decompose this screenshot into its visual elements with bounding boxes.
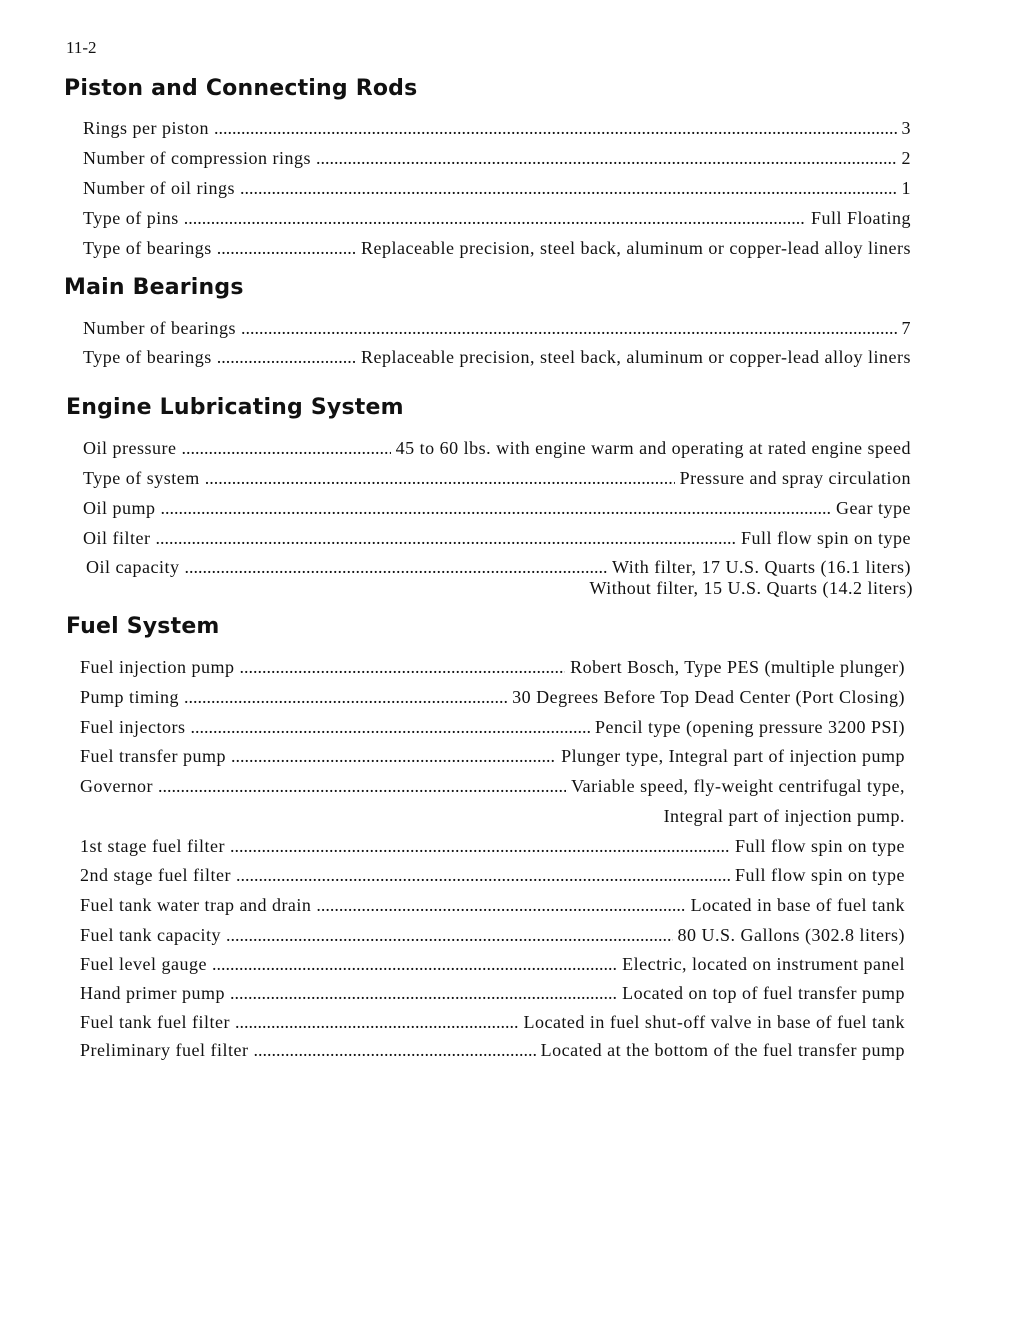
page-number: 11-2 xyxy=(66,38,97,57)
section-title-lubrication: Engine Lubricating System xyxy=(66,395,404,420)
dot-leader xyxy=(161,498,832,519)
spec-label: Type of system xyxy=(83,468,200,488)
dot-leader xyxy=(239,657,565,678)
section-title-fuel: Fuel System xyxy=(66,614,220,639)
spec-value: 1 xyxy=(901,178,911,198)
spec-row xyxy=(80,746,905,772)
spec-label: Oil pressure xyxy=(83,438,177,458)
dot-leader xyxy=(184,557,607,578)
spec-row xyxy=(80,865,905,891)
spec-row xyxy=(80,954,905,980)
spec-row xyxy=(80,776,905,802)
dot-leader xyxy=(230,983,617,1004)
spec-row xyxy=(80,1012,905,1038)
spec-value: 80 U.S. Gallons (302.8 liters) xyxy=(677,925,905,945)
spec-row xyxy=(83,528,911,554)
dot-leader xyxy=(158,776,566,797)
spec-value-continuation: Integral part of injection pump. xyxy=(663,806,905,826)
dot-leader xyxy=(226,925,673,946)
spec-label: 2nd stage fuel filter xyxy=(80,865,231,885)
dot-leader xyxy=(236,865,730,886)
spec-label: Fuel level gauge xyxy=(80,954,207,974)
spec-label: Number of oil rings xyxy=(83,178,235,198)
spec-row xyxy=(80,925,905,951)
spec-row xyxy=(83,438,911,464)
dot-leader xyxy=(205,468,675,489)
spec-value: Gear type xyxy=(836,498,911,518)
spec-value: 30 Degrees Before Top Dead Center (Port Closing) xyxy=(512,687,905,707)
spec-value: 2 xyxy=(901,148,911,168)
spec-label: 1st stage fuel filter xyxy=(80,836,225,856)
dot-leader xyxy=(235,1012,518,1033)
spec-row xyxy=(80,717,905,743)
spec-row xyxy=(83,347,911,373)
spec-value: Full flow spin on type xyxy=(740,528,911,548)
dot-leader xyxy=(181,438,390,459)
dot-leader xyxy=(230,836,730,857)
spec-label: Oil capacity xyxy=(86,557,180,577)
dot-leader xyxy=(184,687,507,708)
spec-row xyxy=(83,238,911,264)
dot-leader xyxy=(316,148,897,169)
spec-value: Full Floating xyxy=(810,208,911,228)
spec-row xyxy=(83,208,911,234)
spec-label: Governor xyxy=(80,776,153,796)
spec-value: Located at the bottom of the fuel transfer pump xyxy=(540,1040,905,1060)
spec-value: Electric, located on instrument panel xyxy=(622,954,905,974)
section-title-main-bearings: Main Bearings xyxy=(64,275,244,300)
spec-value: Full flow spin on type xyxy=(734,836,905,856)
spec-value: Replaceable precision, steel back, aluminum or copper-lead alloy liners xyxy=(361,347,911,367)
spec-label: Preliminary fuel filter xyxy=(80,1040,249,1060)
spec-row xyxy=(83,498,911,524)
spec-row xyxy=(80,836,905,862)
spec-row xyxy=(83,148,911,174)
spec-row xyxy=(80,1040,905,1066)
spec-label: Fuel tank fuel filter xyxy=(80,1012,230,1032)
spec-label: Pump timing xyxy=(80,687,180,707)
spec-label: Type of bearings xyxy=(83,347,212,367)
spec-label: Number of bearings xyxy=(83,318,236,338)
dot-leader xyxy=(155,528,736,549)
dot-leader xyxy=(241,318,897,339)
spec-label: Rings per piston xyxy=(83,118,210,138)
spec-label: Hand primer pump xyxy=(80,983,225,1003)
spec-label: Fuel injectors xyxy=(80,717,186,737)
spec-row xyxy=(83,318,911,344)
spec-row xyxy=(83,468,911,494)
dot-leader xyxy=(240,178,897,199)
spec-label: Fuel injection pump xyxy=(80,657,235,677)
spec-label: Number of compression rings xyxy=(83,148,311,168)
spec-label: Oil filter xyxy=(83,528,151,548)
dot-leader xyxy=(217,238,356,259)
dot-leader xyxy=(231,746,556,767)
spec-value: Located on top of fuel transfer pump xyxy=(622,983,905,1003)
section-title-piston: Piston and Connecting Rods xyxy=(64,76,418,101)
spec-label: Oil pump xyxy=(83,498,156,518)
dot-leader xyxy=(316,895,685,916)
spec-value: Robert Bosch, Type PES (multiple plunger) xyxy=(570,657,905,677)
spec-row xyxy=(83,118,911,144)
spec-value: Plunger type, Integral part of injection pump xyxy=(561,746,905,766)
spec-label: Type of pins xyxy=(83,208,179,228)
spec-value: Located in fuel shut-off valve in base of fuel tank xyxy=(523,1012,905,1032)
spec-label: Fuel transfer pump xyxy=(80,746,226,766)
spec-value: Pressure and spray circulation xyxy=(679,468,911,488)
spec-value: 3 xyxy=(901,118,911,138)
spec-row xyxy=(80,657,905,683)
dot-leader xyxy=(190,717,590,738)
spec-row xyxy=(83,178,911,204)
spec-value: 45 to 60 lbs. with engine warm and operating at rated engine speed xyxy=(395,438,911,458)
dot-leader xyxy=(184,208,806,229)
spec-value: Replaceable precision, steel back, aluminum or copper-lead alloy liners xyxy=(361,238,911,258)
spec-label: Fuel tank capacity xyxy=(80,925,221,945)
spec-label: Fuel tank water trap and drain xyxy=(80,895,312,915)
dot-leader xyxy=(253,1040,535,1061)
spec-row xyxy=(80,687,905,713)
dot-leader xyxy=(212,954,617,975)
spec-value-continuation: Without filter, 15 U.S. Quarts (14.2 liters) xyxy=(589,578,913,598)
spec-value: Pencil type (opening pressure 3200 PSI) xyxy=(595,717,905,737)
spec-value: 7 xyxy=(901,318,911,338)
spec-row xyxy=(80,895,905,921)
spec-label: Type of bearings xyxy=(83,238,212,258)
dot-leader xyxy=(217,347,356,368)
spec-row xyxy=(80,983,905,1009)
spec-value: Variable speed, fly-weight centrifugal type, xyxy=(571,776,905,796)
spec-value: With filter, 17 U.S. Quarts (16.1 liters) xyxy=(611,557,911,577)
spec-value: Full flow spin on type xyxy=(734,865,905,885)
dot-leader xyxy=(214,118,896,139)
spec-value: Located in base of fuel tank xyxy=(690,895,905,915)
